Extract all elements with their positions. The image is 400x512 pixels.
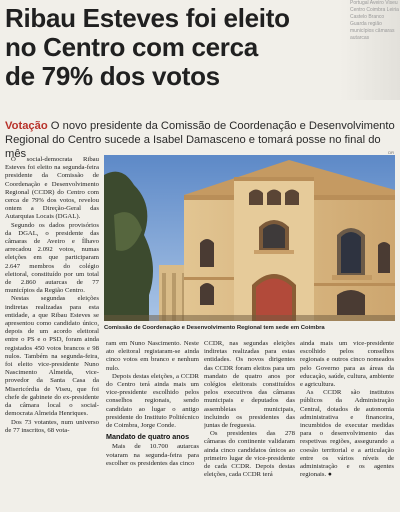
- paragraph: Mais de 10.700 autarcas votaram na segunda-feira para escolher os presidentes das cinco: [106, 443, 199, 467]
- photo-credit: DR: [388, 150, 394, 155]
- photo-caption: [104, 324, 395, 332]
- article-column-2: [106, 340, 199, 508]
- paragraph: Depois destas eleições, a CCDR do Centro terá ainda mais um vice-presidente escolhido pelos conselhos regionais, sendo candidato ao lugar o antigo presidente do Instituto Politécnico de Coimbra, Jorge Conde.: [106, 372, 199, 430]
- paragraph: Os presidentes das 278 câmaras do continente validaram ainda cinco candidatos únicos ao primeiro lugar de vice-presidente de cada CCDR. Depois destas eleições, cada CCDR terá: [204, 430, 295, 479]
- paragraph: Dos 73 votantes, num universo de 77 inscritos, 68 vota-: [5, 418, 99, 434]
- lead-text: O novo presidente da Comissão de Coordenação e Desenvolvimento Regional do Centro sucede a Isabel Damasceno e tomará posse no final do mês: [5, 120, 395, 160]
- paragraph: O social-democrata Ribau Esteves foi eleito na segunda-feira presidente da Comissão de Coordenação e Desenvolvimento Regional (CCDR) do Centro com cerca de 79% dos votos, revelou ontem a Direção-Geral das Autarquias Locais (DGAL).: [5, 156, 99, 221]
- article-column-3: [204, 340, 295, 508]
- caption-text: Comissão de Coordenação e Desenvolvimento Regional tem sede em Coimbra: [104, 325, 325, 331]
- ccdr-building-illustration: [104, 155, 395, 321]
- paragraph: ainda mais um vice-presidente escolhido pelos conselhos regionais e outros cinco nomeados pelo Governo para as áreas da educação, saúde, cultura, ambiente e agricultura.: [300, 340, 394, 389]
- headline-line: Ribau Esteves foi eleito: [5, 3, 290, 33]
- lead-tag: Votação: [5, 120, 48, 132]
- paragraph: As CCDR são institutos públicos da Administração Central, dotados de autonomia administrativa e financeira, incumbidos de executar medidas para o desenvolvimento das respetivas regiões, assegurando a coesão territorial e a articulação entre os vários níveis de administração e os agentes regionais. ●: [300, 389, 394, 479]
- article-column-1: [5, 156, 99, 508]
- subheading: Mandato de quatro anos: [106, 432, 190, 442]
- paragraph: Segundo os dados provisórios da DGAL, o presidente das câmaras de Aveiro e Ílhavo arrecadou 2.092 votos, numas eleições em que participaram 2.647 membros do colégio eleitoral, constituído por um total de 2.860 autarcas de 77 municípios da Região Centro.: [5, 221, 99, 295]
- headline-line: no Centro com cerca: [5, 32, 258, 62]
- adjacent-page-bleed: Portugal Aveiro Viseu Centro Coimbra Leiria Castelo Branco Guarda região municípios câmaras autarcas: [340, 0, 400, 100]
- paragraph: Nestas segundas eleições indiretas realizadas para esta entidade, a que Ribau Esteves se apresentou como candidato único, depois de um acordo eleitoral entre o PS e o PSD, foram ainda registados 450 votos brancos e 98 nulos. Também na segunda-feira, foi eleito vice-presidente Nuno Nascimento Almeida, vice-provedor da Santa Casa da Misericórdia de Viseu, que foi chefe de gabinete do ex-presidente da câmara local o social-democrata Almeida Henriques.: [5, 295, 99, 418]
- article-column-4: [300, 340, 394, 508]
- headline-line: de 79% dos votos: [5, 61, 220, 91]
- building-photo: [104, 155, 395, 321]
- article-headline: [5, 4, 395, 91]
- paragraph: CCDR, nas segundas eleições indiretas realizadas para estas entidades. Os novos dirigentes das CCDR foram eleitos para um mandato de quatro anos por colégios eleitorais constituídos pelos executivos das câmaras municipais e deputados das assembleias municipais, incluindo os presidentes das juntas de freguesia.: [204, 340, 295, 430]
- paragraph: ram em Nuno Nascimento. Neste ato eleitoral registaram-se ainda cinco votos em branco e nenhum nulo.: [106, 340, 199, 372]
